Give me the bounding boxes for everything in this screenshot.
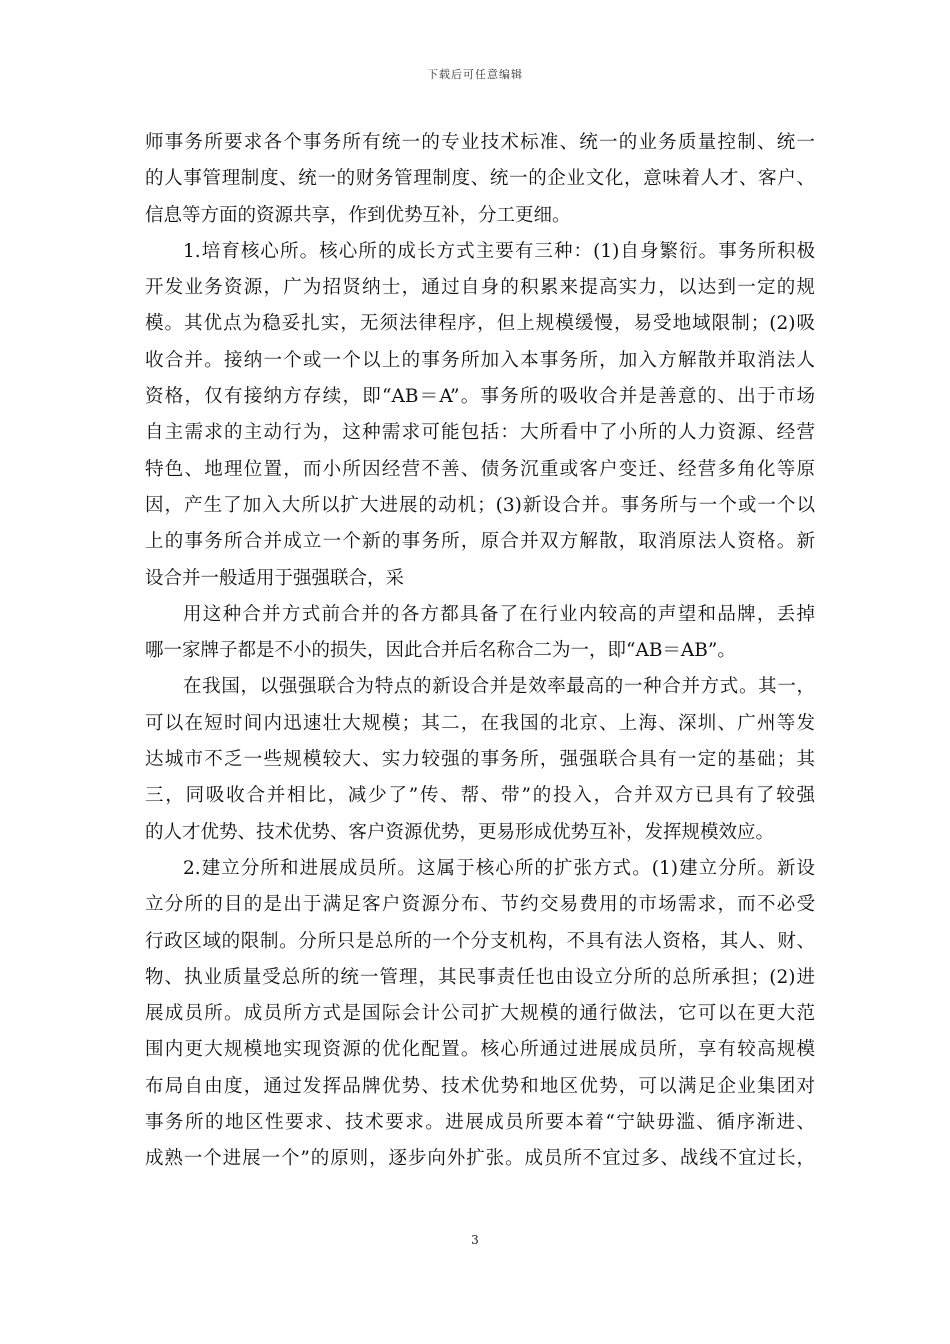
text-line: 用这种合并方式前合并的各方都具备了在行业内较高的声望和品牌，丢掉 [183,603,815,625]
text-line: 的人事管理制度、统一的财务管理制度、统一的企业文化，意味着人才、客户、 [145,168,815,190]
text-line: 2.建立分所和进展成员所。这属于核心所的扩张方式。(1)建立分所。新设 [183,857,815,879]
text-line: 物、执业质量受总所的统一管理，其民事责任也由设立分所的总所承担；(2)进 [145,966,815,988]
text-line: 围内更大规模地实现资源的优化配置。核心所通过进展成员所，享有较高规模 [145,1039,815,1061]
page-number: 3 [471,1233,479,1247]
text-line: 信息等方面的资源共享，作到优势互补，分工更细。 [145,204,571,226]
text-line: 上的事务所合并成立一个新的事务所，原合并双方解散，取消原法人资格。新 [145,531,815,553]
text-line: 的人才优势、技术优势、客户资源优势，更易形成优势互补，发挥规模效应。 [145,821,775,843]
text-line: 行政区域的限制。分所只是总所的一个分支机构，不具有法人资格，其人、财、 [145,930,815,952]
text-line: 达城市不乏一些规模较大、实力较强的事务所，强强联合具有一定的基础；其 [145,749,815,771]
text-line: 资格，仅有接纳方存续，即“AB＝A”。事务所的吸收合并是善意的、出于市场 [145,386,815,408]
text-line: 立分所的目的是出于满足客户资源分布、节约交易费用的市场需求，而不必受 [145,894,815,916]
text-line: 1.培育核心所。核心所的成长方式主要有三种：(1)自身繁衍。事务所积极 [183,240,815,262]
text-line: 模。其优点为稳妥扎实，无须法律程序，但上规模缓慢，易受地域限制；(2)吸 [145,313,815,335]
text-line: 可以在短时间内迅速壮大规模；其二，在我国的北京、上海、深圳、广州等发 [145,712,815,734]
text-line: 哪一家牌子都是不小的损失，因此合并后名称合二为一，即“AB＝AB”。 [145,640,736,662]
text-line: 收合并。接纳一个或一个以上的事务所加入本事务所，加入方解散并取消法人 [145,349,815,371]
text-line: 布局自由度，通过发挥品牌优势、技术优势和地区优势，可以满足企业集团对 [145,1075,815,1097]
text-line: 特色、地理位置，而小所因经营不善、债务沉重或客户变迁、经营多角化等原 [145,458,815,480]
text-line: 开发业务资源，广为招贤纳士，通过自身的积累来提高实力，以达到一定的规 [145,277,815,299]
text-line: 事务所的地区性要求、技术要求。进展成员所要本着“宁缺毋滥、循序渐进、 [145,1112,815,1134]
text-line: 师事务所要求各个事务所有统一的专业技术标准、统一的业务质量控制、统一 [145,132,815,153]
body-text [145,125,815,1178]
page-header: 下载后可任意编辑 [427,68,523,81]
text-line: 展成员所。成员所方式是国际会计公司扩大规模的通行做法，它可以在更大范 [145,1003,815,1025]
text-line: 成熟一个进展一个”的原则，逐步向外扩张。成员所不宜过多、战线不宜过长， [145,1148,815,1170]
text-line: 设合并一般适用于强强联合，采 [145,567,405,589]
text-line: 自主需求的主动行为，这种需求可能包括：大所看中了小所的人力资源、经营 [145,422,815,444]
text-line: 三，同吸收合并相比，减少了”传、帮、带”的投入，合并双方已具有了较强 [145,785,815,807]
text-line: 在我国，以强强联合为特点的新设合并是效率最高的一种合并方式。其一， [183,676,815,698]
text-line: 因，产生了加入大所以扩大进展的动机；(3)新设合并。事务所与一个或一个以 [145,494,815,516]
